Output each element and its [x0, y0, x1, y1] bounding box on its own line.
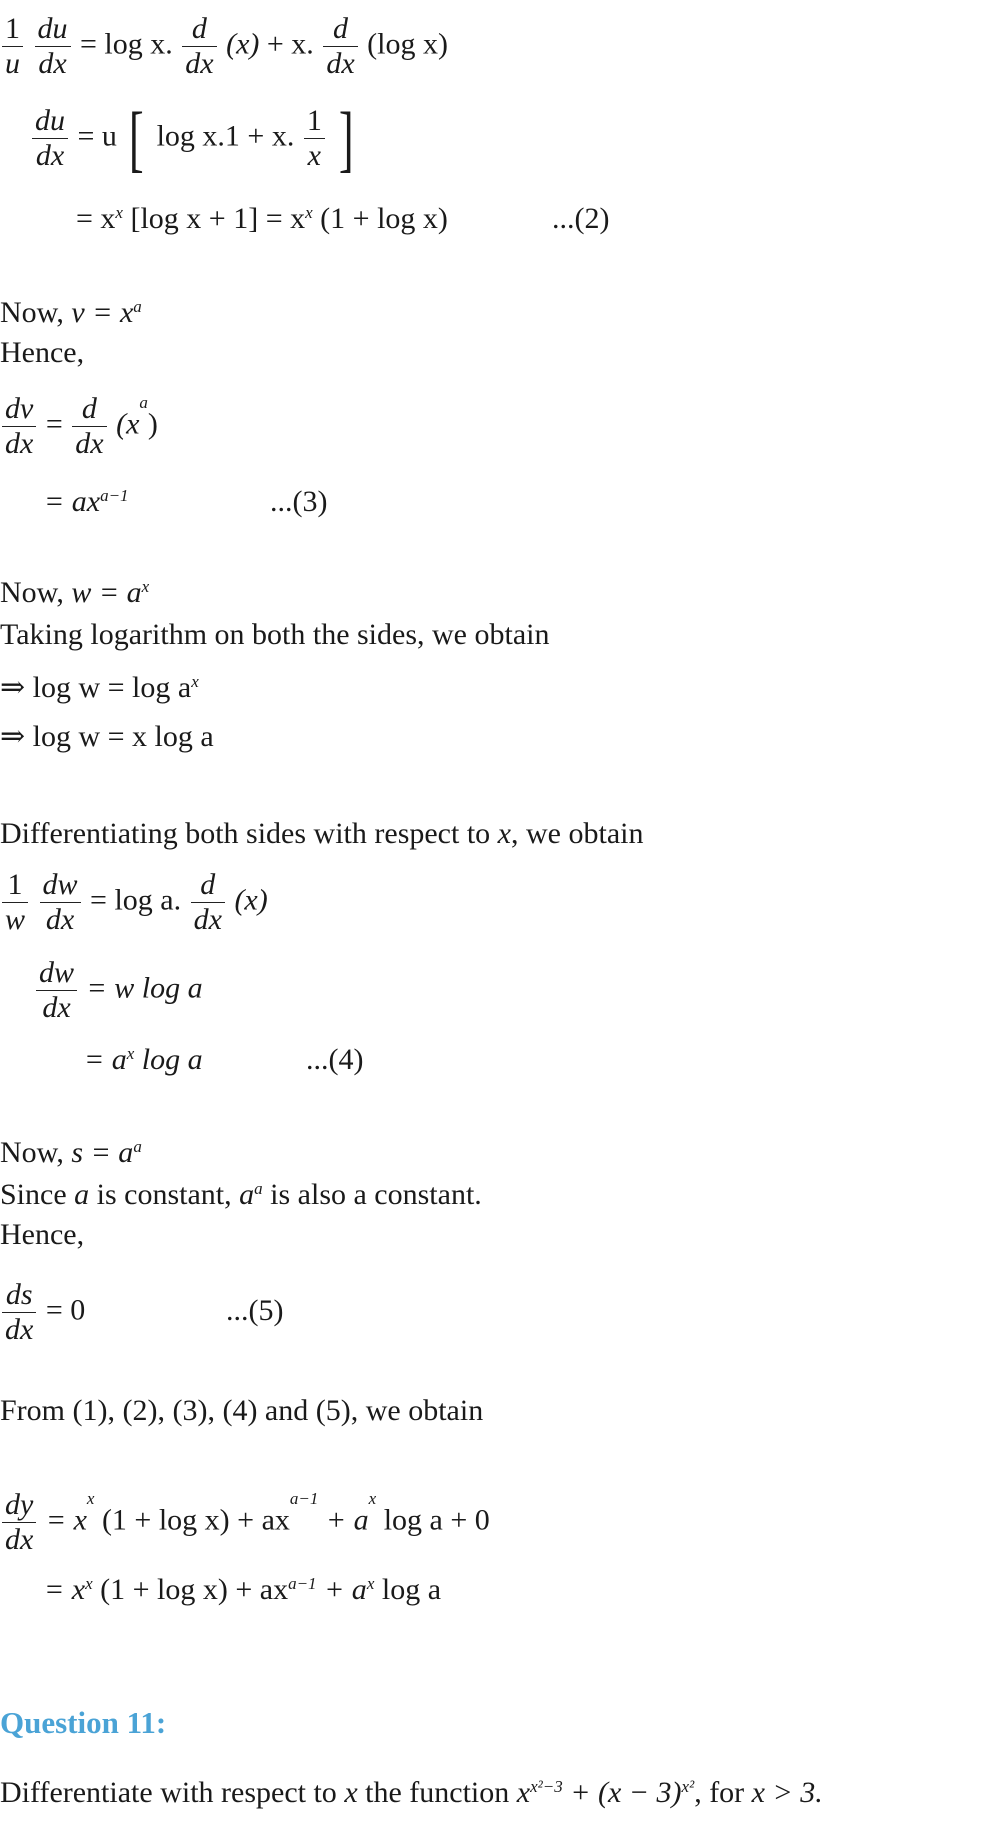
eq-text: log a [381, 1573, 442, 1606]
eq-text: = x [44, 1573, 86, 1606]
eq-text: = x [76, 202, 116, 235]
eq-tag: ...(5) [226, 1294, 284, 1327]
eq-text: log a [141, 1043, 203, 1076]
eq-tag: ...(4) [306, 1043, 364, 1076]
eq-text: (log x) [367, 27, 448, 61]
text: Taking logarithm on both the sides, we obtain [0, 618, 550, 651]
superscript: a−1 [289, 1489, 319, 1508]
text: Differentiating both sides with respect to [0, 817, 491, 850]
superscript: a−1 [100, 486, 129, 505]
equals: = [45, 407, 63, 441]
superscript: x [126, 1044, 135, 1063]
equation-result-4 [84, 1043, 203, 1077]
equation-tag-3 [270, 485, 327, 519]
implies-line-2 [0, 720, 214, 754]
text: Now, [0, 576, 64, 609]
fraction-1-over-u: $\frac{1}{u}$ [2, 12, 23, 81]
variable: a [74, 1178, 90, 1211]
superscript: x²−3 [530, 1777, 563, 1796]
variable: x [497, 817, 511, 850]
text: , we obtain [511, 817, 644, 850]
equation-ds-dx [0, 1278, 85, 1347]
variable: x [344, 1776, 358, 1809]
eq-text: x [516, 1776, 531, 1809]
eq-text: v = x [71, 296, 134, 329]
equation-du-dx-bracket [30, 97, 359, 180]
eq-tag: ...(2) [552, 202, 610, 235]
hence-line [0, 336, 84, 370]
fraction-dw-dx: $\frac{dw}{dx}$ [36, 956, 77, 1025]
fraction-du-dx: $\frac{du}{dx}$ [35, 12, 71, 81]
text: is also a constant. [270, 1178, 482, 1211]
eq-text: + a [325, 1503, 369, 1537]
text: Hence, [0, 1218, 85, 1251]
equation-tag-2 [552, 202, 609, 236]
superscript: a [133, 297, 142, 316]
superscript: a [139, 393, 148, 412]
superscript: x [305, 203, 313, 222]
equation-dy-dx-final [44, 1573, 441, 1607]
fraction-ds-dx: $\frac{ds}{dx}$ [2, 1278, 36, 1347]
equation-result-2 [76, 202, 448, 236]
superscript: x [368, 1489, 377, 1508]
now-v-line [0, 296, 142, 330]
eq-text: = ax [44, 485, 101, 518]
fraction-d-dx: $\frac{d}{dx}$ [323, 12, 357, 81]
equation-tag-5 [226, 1294, 283, 1328]
equation-tag-4 [306, 1043, 363, 1077]
taking-log-line [0, 618, 549, 652]
now-s-line [0, 1136, 142, 1170]
question-title: Question 11: [0, 1705, 167, 1740]
question-heading [0, 1706, 166, 1740]
eq-text: (1 + log x) + ax [100, 1573, 289, 1606]
eq-text: = a [84, 1043, 127, 1076]
text: Since [0, 1178, 67, 1211]
eq-text: ⇒ log w = log a [0, 671, 192, 704]
superscript: x [86, 1489, 95, 1508]
hence-line-2 [0, 1218, 84, 1252]
equation-dy-dx [0, 1488, 490, 1557]
eq-text: log a + 0 [383, 1503, 490, 1537]
eq-text: = x [45, 1503, 87, 1537]
eq-text: (x) [234, 883, 268, 917]
text: Differentiate with respect to [0, 1776, 337, 1809]
equation-dv-dx [0, 392, 158, 461]
eq-text: log x.1 + x. [156, 119, 295, 153]
eq-text: = log a. [90, 883, 182, 917]
fraction-dw-dx: $\frac{dw}{dx}$ [40, 868, 81, 937]
from-line [0, 1394, 483, 1428]
superscript: a [133, 1137, 142, 1156]
eq-text: ⇒ log w = x log a [0, 720, 214, 753]
text: From (1), (2), (3), (4) and (5), we obtain [0, 1394, 484, 1427]
superscript: x [141, 577, 150, 596]
fraction-du-dx: $\frac{du}{dx}$ [32, 104, 68, 173]
eq-text: ) [147, 407, 158, 441]
implies-line-1 [0, 671, 199, 705]
eq-text: (1 + log x) + ax [101, 1503, 290, 1537]
variable: a [239, 1178, 255, 1211]
eq-tag: ...(3) [270, 485, 328, 518]
fraction-dy-dx: $\frac{dy}{dx}$ [2, 1488, 36, 1557]
fraction-d-dx: $\frac{d}{dx}$ [72, 392, 106, 461]
fraction-1-over-x: $\frac{1}{x}$ [304, 104, 325, 173]
superscript: x [85, 1574, 93, 1593]
eq-text: + a [324, 1573, 367, 1606]
equation-du-product-rule [0, 12, 448, 81]
superscript: x² [681, 1777, 695, 1796]
right-bracket: ] [339, 97, 355, 180]
now-w-line [0, 576, 149, 610]
superscript: a [254, 1179, 263, 1198]
fraction-1-over-w: $\frac{1}{w}$ [2, 868, 28, 937]
text: is constant, [96, 1178, 232, 1211]
fraction-dv-dx: $\frac{dv}{dx}$ [2, 392, 36, 461]
eq-text: + (x − 3) [570, 1776, 682, 1809]
question-text [0, 1776, 823, 1810]
fraction-d-dx: $\frac{d}{dx}$ [182, 12, 216, 81]
superscript: x [366, 1574, 375, 1593]
text: the function [365, 1776, 510, 1809]
since-line [0, 1178, 482, 1212]
eq-text: (x [116, 407, 140, 441]
equation-dw-dx [34, 956, 203, 1025]
text: Now, [0, 296, 64, 329]
eq-text: + x. [266, 27, 314, 61]
eq-text: = w log a [86, 971, 203, 1005]
superscript: a−1 [288, 1574, 317, 1593]
text: Hence, [0, 336, 85, 369]
eq-text: = 0 [45, 1293, 86, 1327]
superscript: x [191, 672, 199, 691]
equation-dw-log [0, 868, 268, 937]
eq-text: [log x + 1] = x [130, 202, 306, 235]
text: , for [694, 1776, 745, 1809]
eq-text: (1 + log x) [320, 202, 448, 235]
text: Now, [0, 1136, 64, 1169]
fraction-d-dx: $\frac{d}{dx}$ [191, 868, 225, 937]
equation-result-3 [44, 485, 129, 519]
eq-text: w = a [71, 576, 142, 609]
eq-text: = u [77, 119, 117, 153]
condition: x > 3. [751, 1776, 823, 1809]
left-bracket: [ [129, 97, 145, 180]
eq-text: = log x. [80, 27, 173, 61]
differentiating-line [0, 817, 643, 851]
eq-text: (x) [226, 27, 260, 61]
eq-text: s = a [71, 1136, 134, 1169]
superscript: x [115, 203, 123, 222]
